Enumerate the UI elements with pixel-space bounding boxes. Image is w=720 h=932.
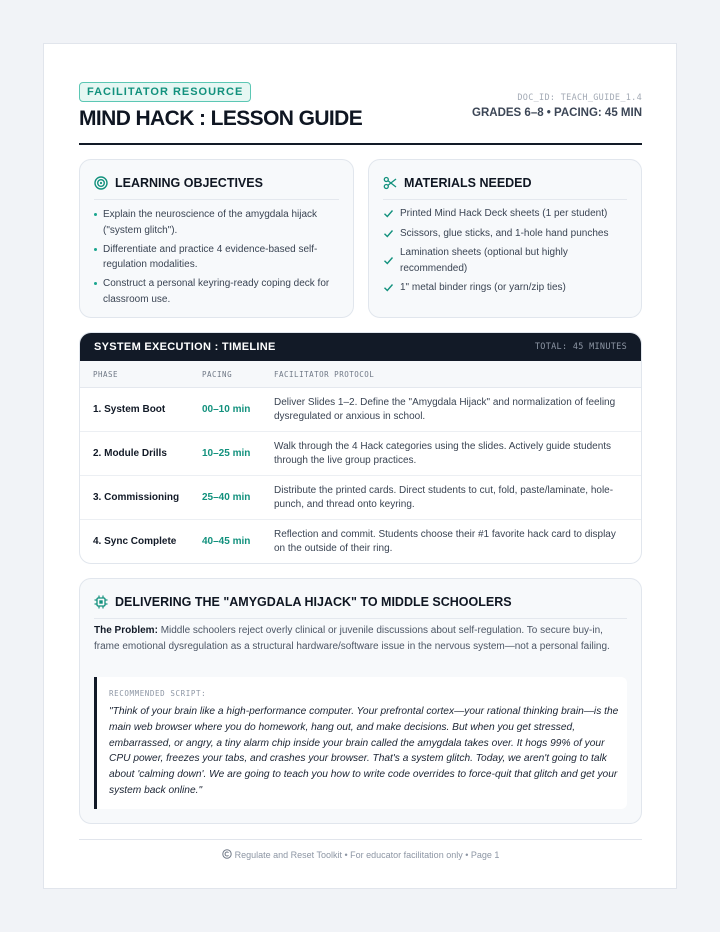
pacing-cell: 10–25 min	[202, 447, 251, 459]
phase-cell: 4. Sync Complete	[93, 536, 177, 547]
footer-rule	[79, 839, 642, 840]
problem-label: The Problem:	[94, 625, 158, 636]
objectives-divider	[94, 199, 339, 200]
material-label: Printed Mind Hack Deck sheets (1 per student)	[400, 208, 608, 219]
list-item	[383, 206, 633, 222]
material-label: Lamination sheets (optional but highly recommended)	[400, 247, 568, 274]
list-item	[383, 245, 633, 276]
protocol-cell: Deliver Slides 1–2. Define the "Amygdala Hijack" and normalization of feeling dysregulated or anxious in school.	[274, 396, 616, 422]
phase-cell: 3. Commissioning	[93, 491, 180, 503]
timeline-table	[79, 332, 642, 564]
pacing-cell: 40–45 min	[202, 536, 251, 547]
table-row	[80, 432, 641, 476]
timeline-title: SYSTEM EXECUTION : TIMELINE	[94, 341, 276, 353]
delivery-card	[79, 578, 642, 824]
target-icon	[94, 176, 108, 190]
problem-text: Middle schoolers reject overly clinical or juvenile discussions about self-regulation. To secure buy-in, frame emotional dysregulation as a structural hardware/software issue in the nervous system—not a personal failing.	[94, 625, 610, 652]
timeline-total: TOTAL: 45 MINUTES	[534, 342, 627, 352]
copyright-icon	[222, 849, 232, 859]
table-row	[80, 476, 641, 520]
material-label: 1" metal binder rings (or yarn/zip ties)	[400, 282, 566, 293]
protocol-cell: Reflection and commit. Students choose their #1 favorite hack card to display on the outside of their ring.	[274, 529, 616, 554]
protocol-cell: Walk through the 4 Hack categories using the slides. Actively guide students through the live group practices.	[274, 440, 612, 466]
materials-divider	[383, 199, 627, 200]
list-item: Construct a personal keyring-ready coping deck for classroom use.	[94, 276, 344, 307]
materials-card	[368, 159, 642, 318]
doc-id: DOC_ID: TEACH_GUIDE_1.4	[517, 93, 642, 103]
page-title: MIND HACK : LESSON GUIDE	[79, 107, 363, 130]
delivery-divider	[94, 618, 627, 619]
material-label: Scissors, glue sticks, and 1-hole hand punches	[400, 227, 609, 239]
script-label: RECOMMENDED SCRIPT:	[109, 689, 207, 698]
footer	[79, 849, 642, 860]
column-header-phase: PHASE	[93, 370, 119, 379]
phase-cell: 1. System Boot	[93, 403, 166, 415]
column-header-pacing: PACING	[202, 370, 233, 379]
objectives-title: LEARNING OBJECTIVES	[115, 176, 263, 190]
check-icon	[383, 255, 394, 266]
footer-text: Regulate and Reset Toolkit • For educator facilitation only • Page 1	[234, 850, 500, 860]
scissors-icon	[383, 176, 397, 190]
timeline-header	[80, 333, 641, 361]
list-item: Explain the neuroscience of the amygdala hijack ("system glitch").	[94, 207, 344, 238]
header-rule	[79, 143, 642, 145]
pacing-cell: 00–10 min	[202, 403, 251, 415]
phase-cell: 2. Module Drills	[93, 447, 167, 459]
script-block	[94, 677, 627, 809]
list-item	[383, 280, 633, 296]
list-item: Differentiate and practice 4 evidence-based self-regulation modalities.	[94, 242, 344, 273]
check-icon	[383, 208, 394, 219]
column-header-protocol: FACILITATOR PROTOCOL	[274, 370, 375, 379]
facilitator-badge: FACILITATOR RESOURCE	[79, 82, 251, 102]
check-icon	[383, 228, 394, 239]
materials-title: MATERIALS NEEDED	[404, 176, 532, 190]
table-row	[80, 520, 641, 564]
learning-objectives-card	[79, 159, 354, 318]
check-icon	[383, 282, 394, 293]
grades-pacing: GRADES 6–8 • PACING: 45 MIN	[472, 107, 642, 119]
protocol-cell: Distribute the printed cards. Direct students to cut, fold, paste/laminate, hole-punch, and thread onto keyring.	[274, 484, 614, 510]
objectives-list	[94, 207, 344, 311]
objectives-header	[94, 176, 263, 190]
delivery-header	[94, 595, 512, 609]
problem-paragraph	[94, 623, 629, 654]
list-item	[383, 226, 633, 242]
delivery-title: DELIVERING THE "AMYGDALA HIJACK" TO MIDDLE SCHOOLERS	[115, 595, 512, 609]
materials-list	[383, 206, 633, 300]
table-header-row	[80, 361, 641, 388]
document-page	[43, 43, 677, 889]
chip-icon	[94, 595, 108, 609]
pacing-cell: 25–40 min	[202, 491, 251, 503]
script-quote: "Think of your brain like a high-performance computer. Your prefrontal cortex—your rational thinking brain—is the main web browser where you do homework, hang out, and make decisions. But when you get stressed, embarrassed, or angry, a tiny alarm chip inside your brain called the amygdala takes over. It hogs 99% of your CPU power, freezes your tabs, and crashes your browser. That's a system glitch. Today, we aren't going to talk about 'calming down'. We are going to teach you how to write code overrides to force-quit that glitch and get your system back online."	[109, 706, 619, 796]
materials-header	[383, 176, 532, 190]
table-row	[80, 388, 641, 432]
